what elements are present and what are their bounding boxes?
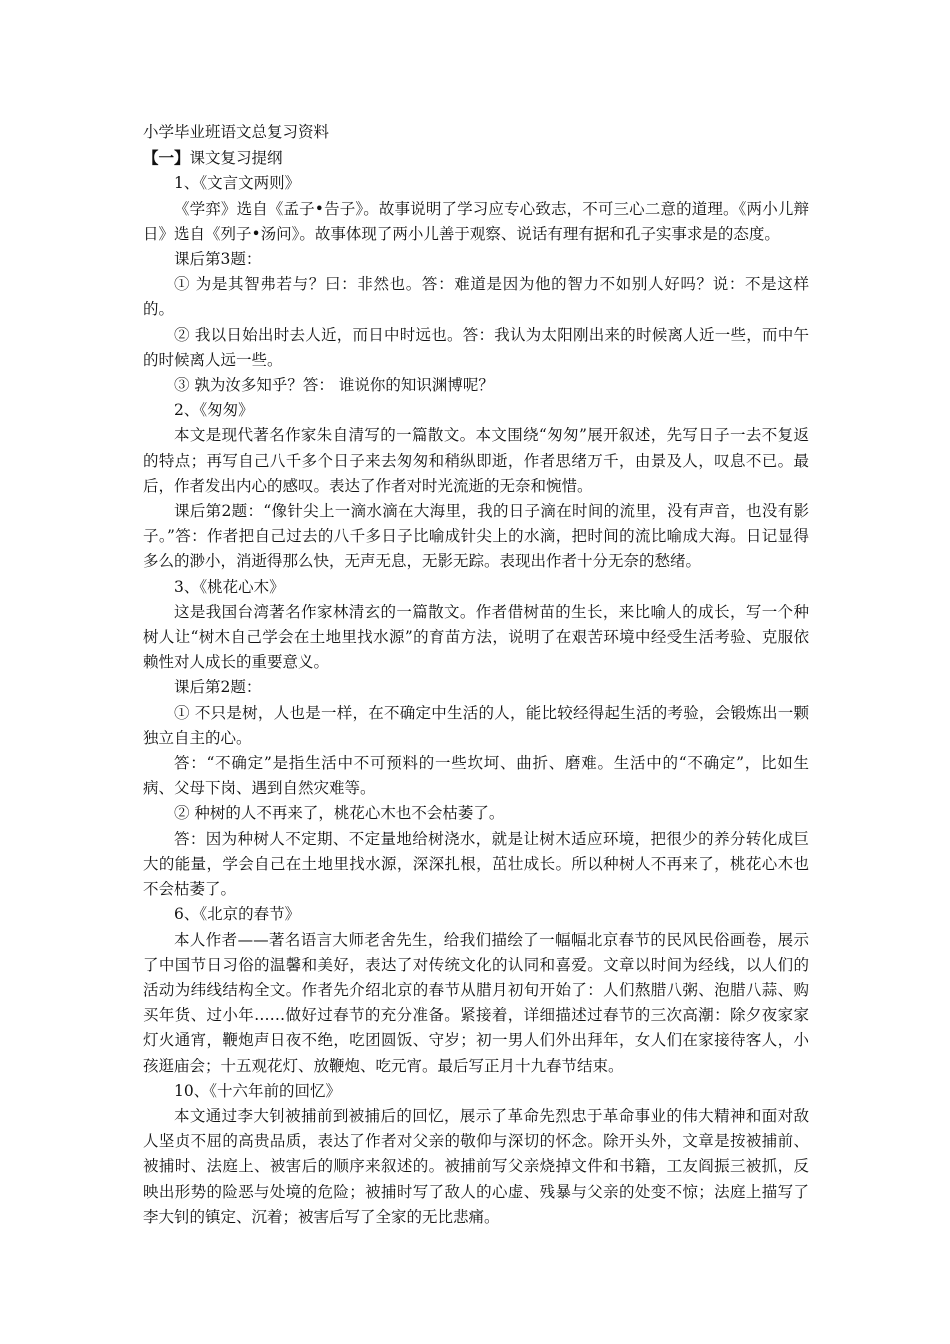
section-number: 【一】 bbox=[143, 148, 190, 168]
paragraph: 课后第2题：“像针尖上一滴水滴在大海里，我的日子滴在时间的流里，没有声音，也没有影子。”答：作者把自己过去的八千多日子比喻成针尖上的水滴，把时间的流比喻成大海。日记显得多么的渺小，消逝得那么快，无声无息，无影无踪。表现出作者十分无奈的愁绪。 bbox=[143, 502, 809, 571]
paragraph: ① 不只是树，人也是一样，在不确定中生活的人，能比较经得起生活的考验，会锻炼出一颗独立自主的心。 bbox=[143, 703, 809, 747]
paragraph: 课后第2题： bbox=[174, 678, 262, 697]
paragraph: ② 种树的人不再来了，桃花心木也不会枯萎了。 bbox=[174, 804, 505, 823]
paragraph: 本文是现代著名作家朱自清写的一篇散文。本文围绕“匆匆”展开叙述，先写日子一去不复返的特点；再写自己八千多个日子来去匆匆和稍纵即逝，作者思绪万千，由景及人，叹息不已。最后，作者发出内心的感叹。表达了作者对时光流逝的无奈和惋惜。 bbox=[143, 426, 809, 495]
section-heading bbox=[143, 145, 809, 171]
lesson-heading: 10、《十六年前的回忆》 bbox=[174, 1081, 341, 1100]
lesson-heading: 6、《北京的春节》 bbox=[174, 905, 301, 924]
paragraph: ② 我以日始出时去人近，而日中时远也。答：我认为太阳刚出来的时候离人近一些，而中午的时候离人远一些。 bbox=[143, 325, 809, 369]
paragraph: 这是我国台湾著名作家林清玄的一篇散文。作者借树苗的生长，来比喻人的成长，写一个种树人让“树木自己学会在土地里找水源”的育苗方法，说明了在艰苦环境中经受生活考验、克服依赖性对人成长的重要意义。 bbox=[143, 602, 809, 672]
paragraph: 课后第3题： bbox=[174, 250, 262, 269]
paragraph: 《学弈》选自《孟子•告子》。故事说明了学习应专心致志，不可三心二意的道理。《两小儿辩日》选自《列子•汤问》。故事体现了两小儿善于观察、说话有理有据和孔子实事求是的态度。 bbox=[143, 199, 809, 243]
paragraph: 本文通过李大钊被捕前到被捕后的回忆，展示了革命先烈忠于革命事业的伟大精神和面对敌人坚贞不屈的高贵品质，表达了作者对父亲的敬仰与深切的怀念。除开头外，文章是按被捕前、被捕时、法庭上、被害后的顺序来叙述的。被捕前写父亲烧掉文件和书籍，工友阎振三被抓，反映出形势的险恶与处境的危险；被捕时写了敌人的心虚、残暴与父亲的处变不惊；法庭上描写了李大钊的镇定、沉着；被害后写了全家的无比悲痛。 bbox=[143, 1106, 809, 1226]
paragraph: 答：“不确定”是指生活中不可预料的一些坎坷、曲折、磨难。生活中的“不确定”，比如生病、父母下岗、遇到自然灾难等。 bbox=[143, 754, 809, 798]
section-label: 课文复习提纲 bbox=[189, 149, 283, 168]
lesson-heading: 1、《文言文两则》 bbox=[174, 174, 301, 193]
paragraph: ③ 孰为汝多知乎？答： 谁说你的知识渊博呢？ bbox=[174, 376, 494, 395]
paragraph: ① 为是其智弗若与？曰：非然也。答：难道是因为他的智力不如别人好吗？说：不是这样的。 bbox=[143, 275, 809, 319]
paragraph: 本人作者——著名语言大师老舍先生，给我们描绘了一幅幅北京春节的民风民俗画卷，展示了中国节日习俗的温馨和美好，表达了对传统文化的认同和喜爱。文章以时间为经线，以人们的活动为纬线结构全文。作者先介绍北京的春节从腊月初旬开始了：人们熬腊八粥、泡腊八蒜、购买年货、过小年……做好过春节的充分准备。紧接着，详细描述过春节的三次高潮：除夕夜家家灯火通宵，鞭炮声日夜不绝，吃团圆饭、守岁；初一男人们外出拜年，女人们在家接待客人，小孩逛庙会；十五观花灯、放鞭炮、吃元宵。最后写正月十九春节结束。 bbox=[143, 930, 809, 1075]
document-title: 小学毕业班语文总复习资料 bbox=[143, 123, 330, 141]
lesson-heading: 2、《匆匆》 bbox=[174, 401, 254, 420]
paragraph: 答：因为种树人不定期、不定量地给树浇水，就是让树木适应环境，把很少的养分转化成巨大的能量，学会自己在土地里找水源，深深扎根，茁壮成长。所以种树人不再来了，桃花心木也不会枯萎了。 bbox=[143, 829, 809, 899]
document-body bbox=[143, 120, 809, 1230]
lesson-heading: 3、《桃花心木》 bbox=[174, 577, 285, 596]
document-lines bbox=[143, 171, 809, 1230]
